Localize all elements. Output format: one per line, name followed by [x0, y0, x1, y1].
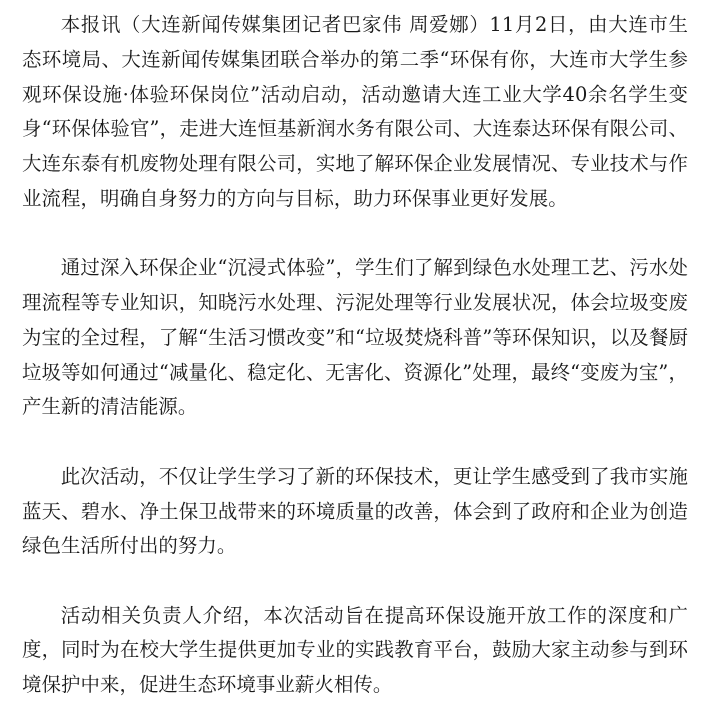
article-paragraph-1: 本报讯（大连新闻传媒集团记者巴家伟 周爱娜）11月2日，由大连市生态环境局、大连新闻传媒集团联合举办的第二季“环保有你，大连市大学生参观环保设施·体验环保岗位”活动启动，活动邀请大连工业大学40余名学生变身“环保体验官”，走进大连恒基新润水务有限公司、大连泰达环保有限公司、大连东泰有机废物处理有限公司，实地了解环保企业发展情况、专业技术与作业流程，明确自身努力的方向与目标，助力环保事业更好发展。 [22, 13, 688, 210]
article-body [22, 8, 688, 703]
article-paragraph-3: 此次活动，不仅让学生学习了新的环保技术，更让学生感受到了我市实施蓝天、碧水、净土保卫战带来的环境质量的改善，体会到了政府和企业为创造绿色生活所付出的努力。 [22, 464, 688, 558]
article-paragraph-2: 通过深入环保企业“沉浸式体验”，学生们了解到绿色水处理工艺、污水处理流程等专业知识，知晓污水处理、污泥处理等行业发展状况，体会垃圾变废为宝的全过程，了解“生活习惯改变”和“垃圾焚烧科普”等环保知识，以及餐厨垃圾等如何通过“减量化、稳定化、无害化、资源化”处理，最终“变废为宝”，产生新的清洁能源。 [22, 256, 688, 419]
article-paragraph-4: 活动相关负责人介绍，本次活动旨在提高环保设施开放工作的深度和广度，同时为在校大学生提供更加专业的实践教育平台，鼓励大家主动参与到环境保护中来，促进生态环境事业薪火相传。 [22, 603, 688, 697]
